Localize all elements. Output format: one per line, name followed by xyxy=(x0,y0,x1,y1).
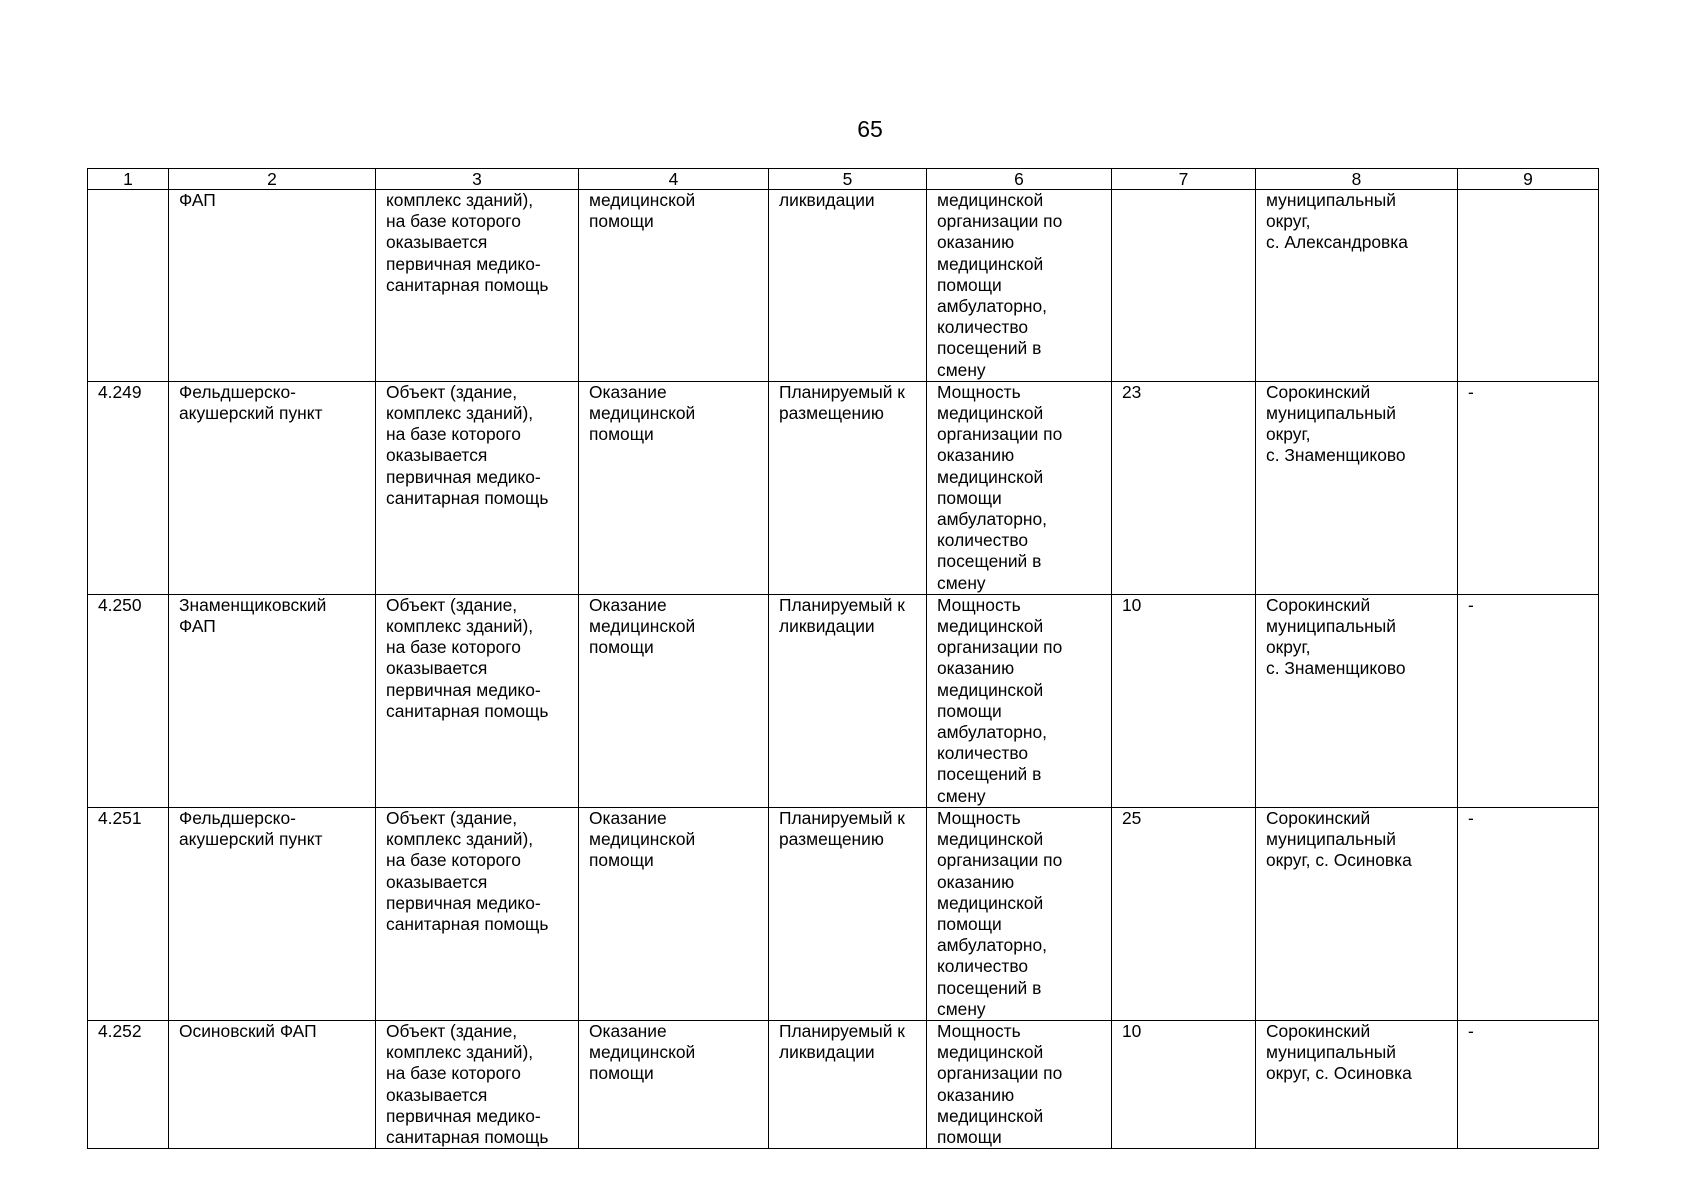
cell-name: Фельдшерско- акушерский пункт xyxy=(169,381,376,594)
cell-type: Объект (здание, комплекс зданий), на базе которого оказывается первичная медико- санитарная помощь xyxy=(376,594,579,807)
cell-purpose: Оказание медицинской помощи xyxy=(579,594,769,807)
cell-number: 4.250 xyxy=(88,594,169,807)
cell-zone xyxy=(1458,190,1599,382)
data-table xyxy=(87,168,1599,1149)
cell-name: Осиновский ФАП xyxy=(169,1020,376,1148)
cell-number: 4.252 xyxy=(88,1020,169,1148)
cell-number: 4.251 xyxy=(88,807,169,1020)
cell-zone: - xyxy=(1458,1020,1599,1148)
cell-type: Объект (здание, комплекс зданий), на базе которого оказывается первичная медико- санитарная помощь xyxy=(376,381,579,594)
cell-type: Объект (здание, комплекс зданий), на базе которого оказывается первичная медико- санитарная помощь xyxy=(376,807,579,1020)
column-header: 4 xyxy=(579,169,769,190)
page-number: 65 xyxy=(857,116,883,142)
cell-name: Знаменщиковский ФАП xyxy=(169,594,376,807)
column-header: 9 xyxy=(1458,169,1599,190)
cell-location: муниципальный округ, с. Александровка xyxy=(1256,190,1458,382)
cell-number: 4.249 xyxy=(88,381,169,594)
cell-name: Фельдшерско- акушерский пункт xyxy=(169,807,376,1020)
cell-status: Планируемый к ликвидации xyxy=(769,594,927,807)
cell-status: Планируемый к размещению xyxy=(769,381,927,594)
cell-zone: - xyxy=(1458,381,1599,594)
cell-capacity: Мощность медицинской организации по оказанию медицинской помощи амбулаторно, количество посещений в смену xyxy=(927,594,1112,807)
cell-location: Сорокинский муниципальный округ, с. Осиновка xyxy=(1256,807,1458,1020)
cell-name: ФАП xyxy=(169,190,376,382)
cell-location: Сорокинский муниципальный округ, с. Знаменщиково xyxy=(1256,381,1458,594)
column-header: 5 xyxy=(769,169,927,190)
column-header: 1 xyxy=(88,169,169,190)
table-row xyxy=(88,594,1599,807)
table-header-row xyxy=(88,169,1599,190)
cell-purpose: Оказание медицинской помощи xyxy=(579,807,769,1020)
cell-capacity: Мощность медицинской организации по оказанию медицинской помощи амбулаторно, количество посещений в смену xyxy=(927,807,1112,1020)
cell-status: ликвидации xyxy=(769,190,927,382)
table-row xyxy=(88,1020,1599,1148)
column-header: 6 xyxy=(927,169,1112,190)
column-header: 7 xyxy=(1112,169,1256,190)
column-header: 3 xyxy=(376,169,579,190)
cell-capacity: Мощность медицинской организации по оказанию медицинской помощи xyxy=(927,1020,1112,1148)
cell-capacity: Мощность медицинской организации по оказанию медицинской помощи амбулаторно, количество посещений в смену xyxy=(927,381,1112,594)
cell-value: 23 xyxy=(1112,381,1256,594)
cell-value: 25 xyxy=(1112,807,1256,1020)
column-header: 8 xyxy=(1256,169,1458,190)
cell-value xyxy=(1112,190,1256,382)
table-row xyxy=(88,190,1599,382)
cell-status: Планируемый к ликвидации xyxy=(769,1020,927,1148)
cell-number xyxy=(88,190,169,382)
cell-zone: - xyxy=(1458,594,1599,807)
cell-value: 10 xyxy=(1112,1020,1256,1148)
cell-purpose: Оказание медицинской помощи xyxy=(579,1020,769,1148)
cell-location: Сорокинский муниципальный округ, с. Знаменщиково xyxy=(1256,594,1458,807)
table-row xyxy=(88,807,1599,1020)
cell-purpose: медицинской помощи xyxy=(579,190,769,382)
column-header: 2 xyxy=(169,169,376,190)
cell-type: комплекс зданий), на базе которого оказывается первичная медико- санитарная помощь xyxy=(376,190,579,382)
cell-capacity: медицинской организации по оказанию медицинской помощи амбулаторно, количество посещений в смену xyxy=(927,190,1112,382)
cell-location: Сорокинский муниципальный округ, с. Осиновка xyxy=(1256,1020,1458,1148)
cell-value: 10 xyxy=(1112,594,1256,807)
cell-status: Планируемый к размещению xyxy=(769,807,927,1020)
cell-purpose: Оказание медицинской помощи xyxy=(579,381,769,594)
cell-type: Объект (здание, комплекс зданий), на базе которого оказывается первичная медико- санитарная помощь xyxy=(376,1020,579,1148)
table-row xyxy=(88,381,1599,594)
cell-zone: - xyxy=(1458,807,1599,1020)
